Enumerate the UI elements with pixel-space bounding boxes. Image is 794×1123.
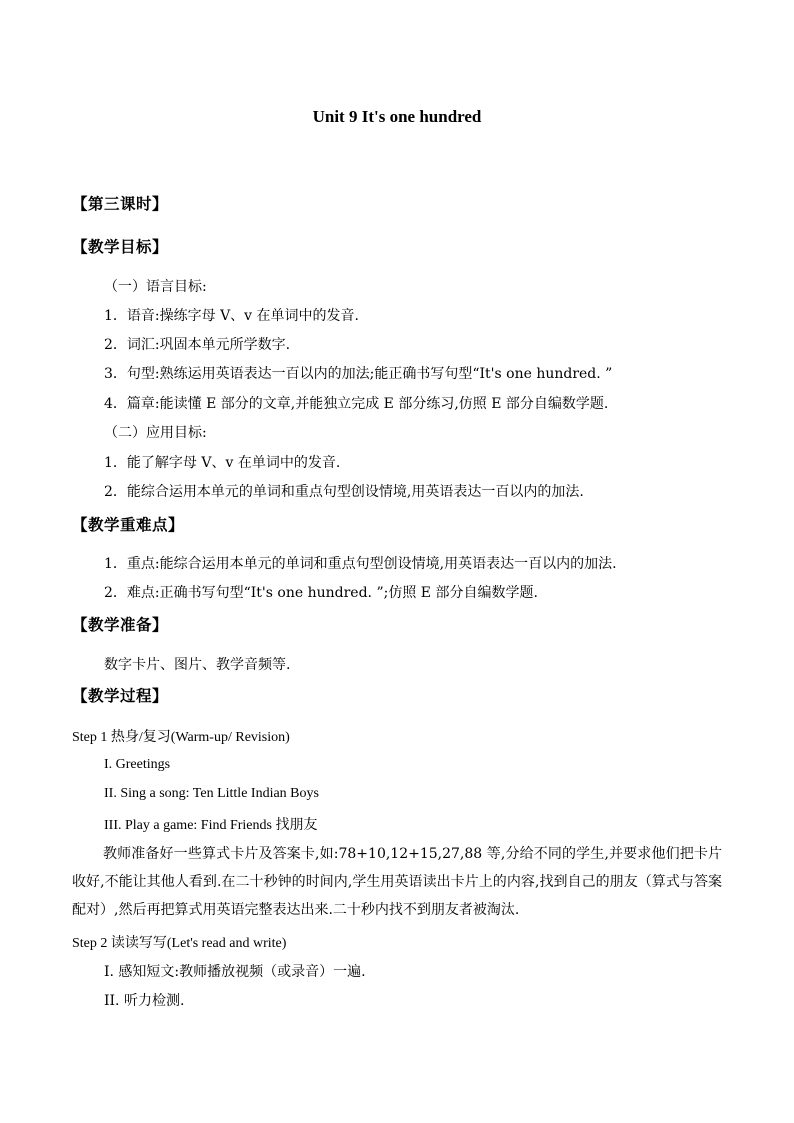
- key-points-heading: 【教学重难点】: [72, 516, 185, 534]
- step2-item: II. 听力检测.: [104, 993, 185, 1009]
- step1-item: I. Greetings: [104, 757, 171, 772]
- step2-title: Step 2 读读写写(Let's read and write): [72, 936, 287, 951]
- step1-paragraph: 教师准备好一些算式卡片及答案卡,如:78+10,12+15,27,88 等,分给不同的学生,并要求他们把卡片收好,不能让其他人看到.在二十秒钟的时间内,学生用英语读出卡片上的内容,找到自己的朋友（算式与答案配对）,然后再把算式用英语完整表达出来.二十秒内找不到朋友者被淘汰.: [72, 846, 722, 918]
- objective-item: 2．能综合运用本单元的单词和重点句型创设情境,用英语表达一百以内的加法.: [104, 484, 584, 500]
- objective-item: 4．篇章:能读懂 E 部分的文章,并能独立完成 E 部分练习,仿照 E 部分自编数学题.: [104, 396, 609, 412]
- step1-item: II. Sing a song: Ten Little Indian Boys: [104, 786, 319, 801]
- objectives-subheading-application: （二）应用目标:: [104, 425, 207, 441]
- document-title: Unit 9 It's one hundred: [312, 107, 482, 126]
- objectives-subheading-language: （一）语言目标:: [104, 279, 207, 295]
- preparation-heading: 【教学准备】: [72, 616, 169, 634]
- key-point-item: 1．重点:能综合运用本单元的单词和重点句型创设情境,用英语表达一百以内的加法.: [104, 556, 617, 572]
- objective-item: 1．语音:操练字母 V、v 在单词中的发音.: [104, 308, 359, 324]
- step2-item: I. 感知短文:教师播放视频（或录音）一遍.: [104, 964, 366, 980]
- objective-item: 1．能了解字母 V、v 在单词中的发音.: [104, 455, 341, 471]
- preparation-text: 数字卡片、图片、教学音频等.: [104, 657, 291, 673]
- step1-item: III. Play a game: Find Friends 找朋友: [104, 818, 318, 833]
- objective-item: 2．词汇:巩固本单元所学数字.: [104, 337, 291, 353]
- process-heading: 【教学过程】: [72, 687, 169, 705]
- objective-item: 3．句型:熟练运用英语表达一百以内的加法;能正确书写句型“It's one hundred. ”: [104, 366, 613, 382]
- objectives-heading: 【教学目标】: [72, 238, 169, 256]
- lesson-label: 【第三课时】: [72, 195, 169, 213]
- key-point-item: 2．难点:正确书写句型“It's one hundred. ”;仿照 E 部分自编数学题.: [104, 585, 538, 601]
- step1-title: Step 1 热身/复习(Warm-up/ Revision): [72, 730, 290, 745]
